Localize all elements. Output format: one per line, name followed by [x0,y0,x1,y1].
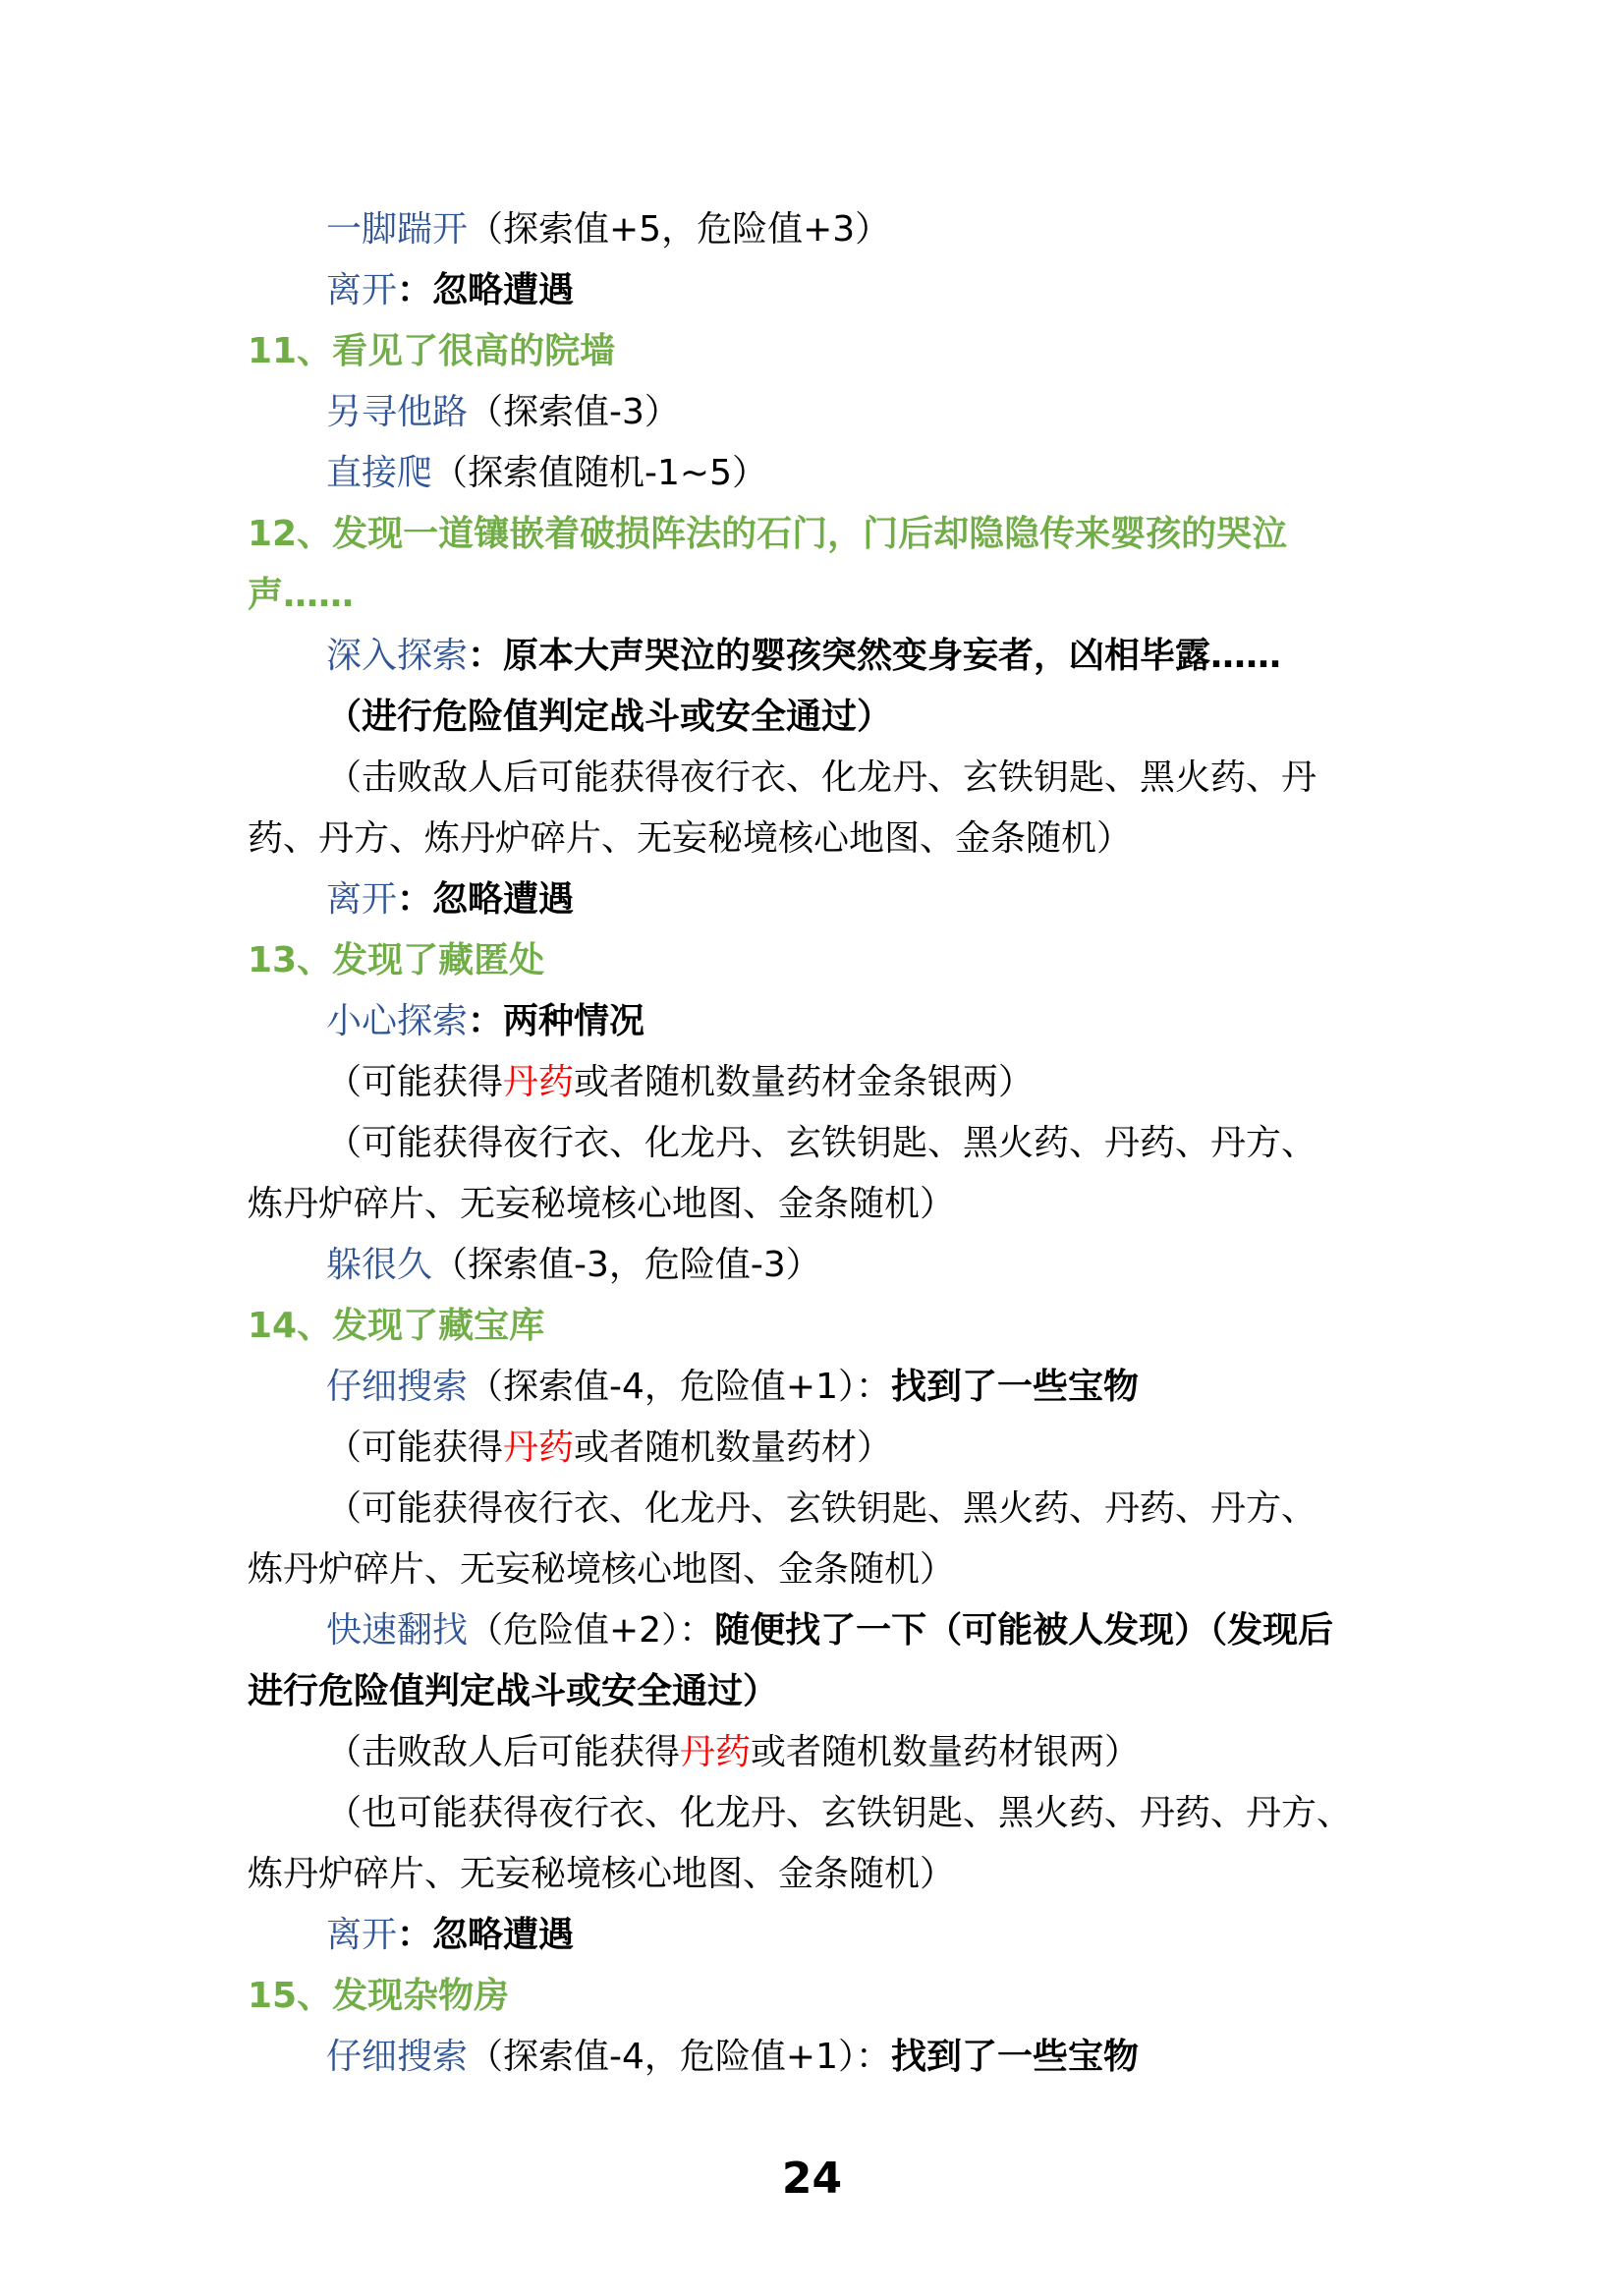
option-label: 离开 [326,270,398,310]
colon: ： [397,270,433,310]
section-heading: 13、发现了藏匿处 [248,940,545,980]
option-effect: （探索值-4，危险值+1）： [468,1367,891,1407]
option-label: 深入探索 [326,636,469,676]
option-line [326,443,1466,504]
highlight-text: 丹药 [503,1428,575,1468]
colon: ： [468,1001,504,1041]
note-text: 或者随机数量药材银两） [751,1732,1141,1772]
option-effect: （探索值-3） [468,392,680,432]
note-text: 或者随机数量药材金条银两） [574,1062,1035,1102]
note-text: （可能获得 [326,1428,504,1468]
option-label: 快速翻找 [326,1610,469,1651]
option-result-continued: 进行危险值判定战斗或安全通过） [248,1671,779,1711]
note-text: （击败敌人后可能获得 [326,1732,681,1772]
highlight-text: 丹药 [503,1062,575,1102]
option-result: 忽略遭遇 [432,879,575,920]
note-line: （击败敌人后可能获得夜行衣、化龙丹、玄铁钥匙、黑火药、丹 [326,757,1317,798]
option-result: 忽略遭遇 [432,270,575,310]
option-label: 离开 [326,1915,398,1955]
note-line [326,1722,1466,1783]
option-line [326,2027,1466,2088]
option-effect: （探索值随机-1~5） [432,453,767,493]
colon: ： [397,1915,433,1955]
option-label: 离开 [326,879,398,920]
option-label: 仔细搜索 [326,1367,469,1407]
option-line [326,869,1466,930]
section-heading: 12、发现一道镶嵌着破损阵法的石门，门后却隐隐传来婴孩的哭泣 [248,514,1288,554]
note-line: （可能获得夜行衣、化龙丹、玄铁钥匙、黑火药、丹药、丹方、 [326,1488,1317,1529]
option-result: 随便找了一下（可能被人发现）（发现后 [714,1610,1334,1651]
note-line [326,1418,1466,1479]
option-effect: （危险值+2）： [468,1610,715,1651]
section-heading: 11、看见了很高的院墙 [248,331,616,371]
option-effect: （探索值-4，危险值+1）： [468,2037,891,2077]
option-line [326,1600,1466,1661]
section-heading-continued: 声…… [248,575,355,615]
option-effect: （探索值+5，危险值+3） [468,209,891,250]
option-label: 另寻他路 [326,392,469,432]
option-line [326,1905,1466,1966]
note-line-continued: 炼丹炉碎片、无妄秘境核心地图、金条随机） [248,1854,956,1894]
note-text: （可能获得 [326,1062,504,1102]
option-label: 仔细搜索 [326,2037,469,2077]
option-label: 躲很久 [326,1245,433,1285]
section-heading: 15、发现杂物房 [248,1976,510,2016]
option-line [326,382,1466,443]
option-line [326,1235,1466,1296]
section-heading: 14、发现了藏宝库 [248,1306,545,1346]
option-result: 原本大声哭泣的婴孩突然变身妄者，凶相毕露…… [503,636,1282,676]
option-line [326,199,1466,260]
colon: ： [468,636,504,676]
option-label: 小心探索 [326,1001,469,1041]
option-label: 一脚踹开 [326,209,469,250]
option-label: 直接爬 [326,453,433,493]
option-result: 找到了一些宝物 [890,2037,1139,2077]
note-line: （也可能获得夜行衣、化龙丹、玄铁钥匙、黑火药、丹药、丹方、 [326,1793,1353,1833]
option-line [326,260,1466,321]
note-text: 或者随机数量药材） [574,1428,893,1468]
note-line-continued: 药、丹方、炼丹炉碎片、无妄秘境核心地图、金条随机） [248,818,1133,859]
option-line [326,1357,1466,1418]
note-line: （进行危险值判定战斗或安全通过） [326,697,893,737]
page-number: 24 [781,2154,843,2204]
note-line-continued: 炼丹炉碎片、无妄秘境核心地图、金条随机） [248,1184,956,1224]
note-line-continued: 炼丹炉碎片、无妄秘境核心地图、金条随机） [248,1549,956,1590]
colon: ： [397,879,433,920]
highlight-text: 丹药 [680,1732,752,1772]
option-line [326,626,1466,687]
option-result: 忽略遭遇 [432,1915,575,1955]
option-result: 两种情况 [503,1001,645,1041]
note-line: （可能获得夜行衣、化龙丹、玄铁钥匙、黑火药、丹药、丹方、 [326,1123,1317,1163]
option-effect: （探索值-3，危险值-3） [432,1245,821,1285]
option-line [326,991,1466,1052]
option-result: 找到了一些宝物 [890,1367,1139,1407]
note-line [326,1052,1466,1113]
